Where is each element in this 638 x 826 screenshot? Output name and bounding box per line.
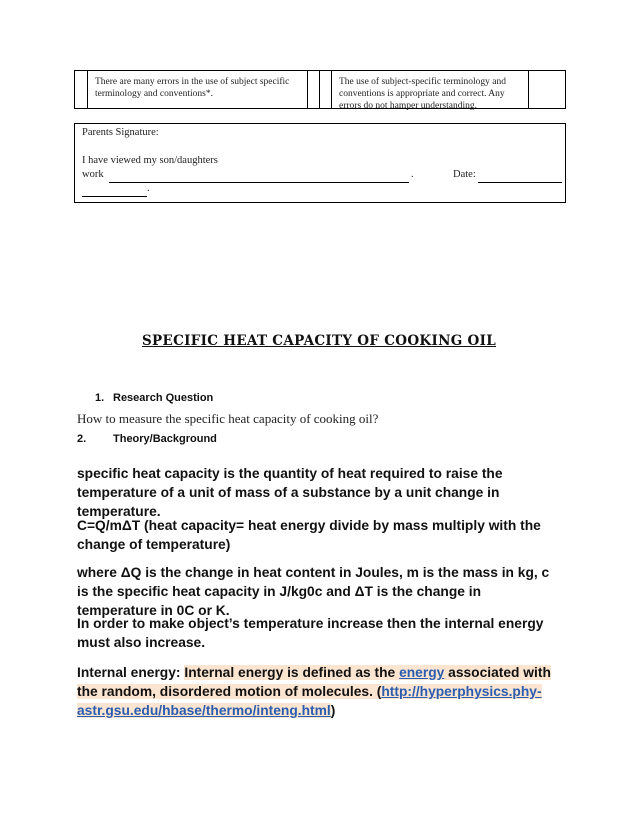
energy-link[interactable]: energy xyxy=(399,665,445,680)
date-line xyxy=(478,182,562,183)
definition-text-after: associated with the random, disordered motion of molecules. ( xyxy=(77,665,551,699)
section-2-number: 2. xyxy=(77,433,87,445)
page-title: SPECIFIC HEAT CAPACITY OF COOKING OIL xyxy=(141,333,497,349)
table-divider xyxy=(307,71,308,108)
work-label: work xyxy=(82,169,104,180)
extra-line-end: . xyxy=(147,183,150,194)
research-question: How to measure the specific heat capacity of cooking oil? xyxy=(77,411,379,426)
table-divider xyxy=(528,71,529,108)
rubric-table xyxy=(74,70,566,109)
extra-signature-line xyxy=(82,196,147,197)
internal-energy-label: Internal energy: xyxy=(77,665,181,680)
rubric-cell-right: The use of subject-specific terminology and conventions is appropriate and correct. Any errors do not hamper understanding. xyxy=(339,77,506,111)
definition-text-before: Internal energy is defined as the xyxy=(184,665,396,680)
definition-paragraph: specific heat capacity is the quantity of heat required to raise the temperature of a unit of mass of a substance by a unit change in temperature. xyxy=(77,466,503,519)
section-1-label: Research Question xyxy=(113,392,214,404)
section-1-number: 1. xyxy=(95,392,105,404)
internal-energy-definition xyxy=(77,663,562,720)
section-2-label: Theory/Background xyxy=(113,433,217,445)
rubric-cell-left: There are many errors in the use of subject specific terminology and conventions*. xyxy=(95,77,290,99)
table-divider xyxy=(331,71,332,108)
work-signature-line xyxy=(109,182,409,183)
table-divider xyxy=(319,71,320,108)
variables-paragraph: where ΔQ is the change in heat content in Joules, m is the mass in kg, c is the specific heat capacity in J/kg0c and ΔT is the change in temperature in 0C or K. xyxy=(77,565,550,618)
parent-signature-box xyxy=(74,123,566,203)
parents-line: I have viewed my son/daughters xyxy=(82,155,218,166)
work-line-end: . xyxy=(411,169,414,180)
formula-paragraph: C=Q/mΔT (heat capacity= heat energy divide by mass multiply with the change of temperature) xyxy=(77,518,541,552)
table-divider xyxy=(87,71,88,108)
internal-energy-paragraph: In order to make object’s temperature increase then the internal energy must also increase. xyxy=(77,616,544,650)
parents-heading: Parents Signature: xyxy=(82,127,159,138)
date-label: Date: xyxy=(453,169,476,180)
source-link[interactable]: http://hyperphysics.phy-astr.gsu.edu/hbase/thermo/inteng.html xyxy=(77,684,542,718)
closing-paren: ) xyxy=(330,703,336,718)
